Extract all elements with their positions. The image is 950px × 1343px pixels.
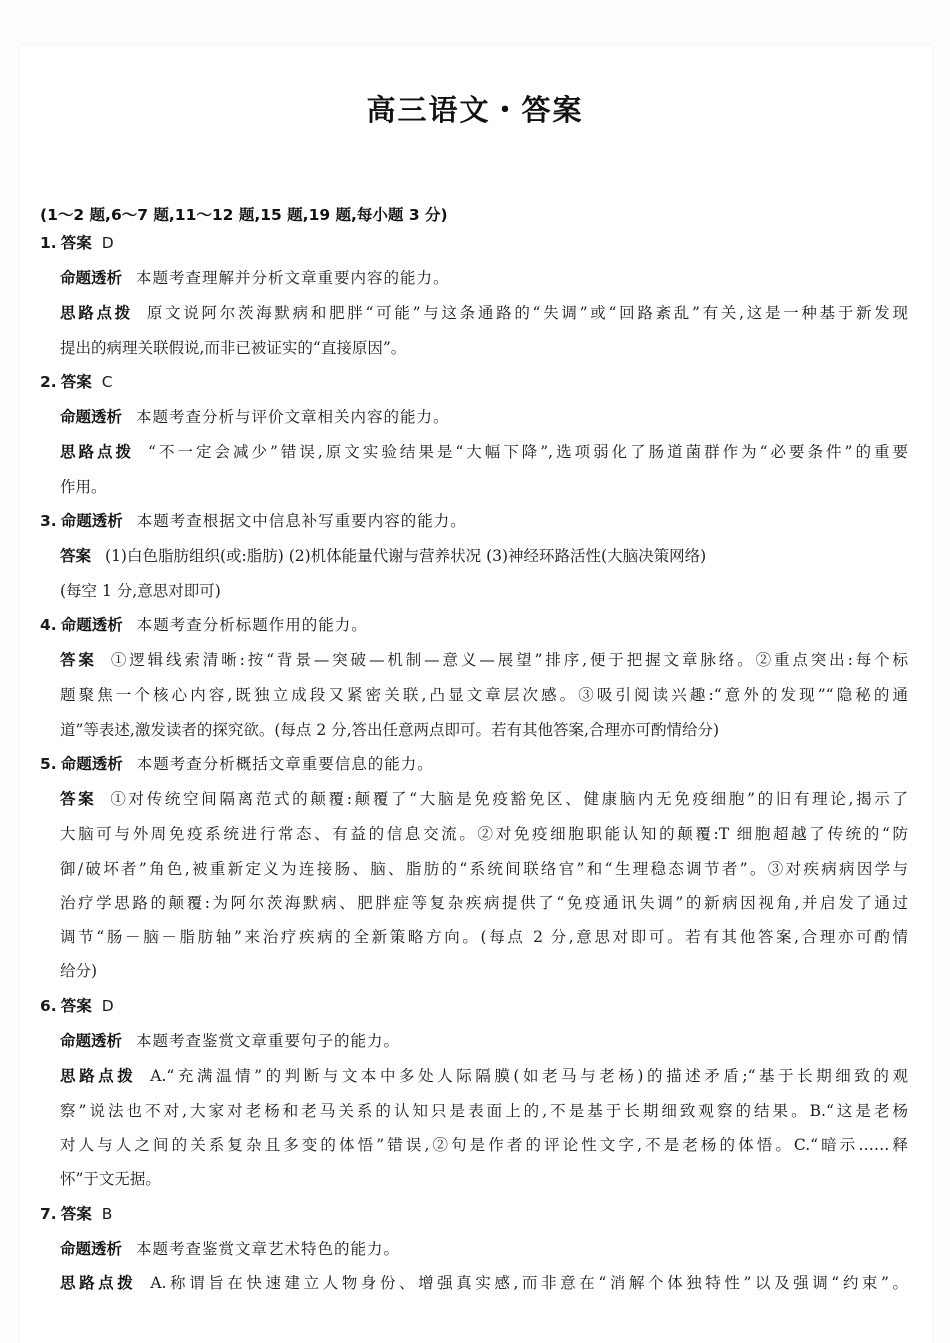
q5-number: 5. xyxy=(40,755,57,773)
page-title: 高三语文・答案 xyxy=(366,93,584,127)
q7-analysis-label: 命题透析 xyxy=(60,1240,123,1258)
q3-answer-line-1 xyxy=(60,545,706,567)
q3-analysis-line xyxy=(40,510,467,532)
q5-answer-line-6: 给分) xyxy=(60,962,98,980)
q6-analysis-label: 命题透析 xyxy=(60,1032,123,1050)
q5-answer-label: 答案 xyxy=(60,790,97,808)
q4-number: 4. xyxy=(40,616,57,634)
q6-hint-line-3: 对人与人之间的关系复杂且多变的体悟”错误,②句是作者的评论性文字,不是老杨的体悟。C.“暗示……释 xyxy=(60,1136,908,1154)
q2-answer-line xyxy=(40,371,113,393)
q6-answer-line xyxy=(40,995,114,1017)
q5-answer-text-1: ①对传统空间隔离范式的颠覆:颠覆了“大脑是免疫豁免区、健康脑内无免疫细胞”的旧有理论,揭示了 xyxy=(110,790,908,808)
q4-answer-text-1: ①逻辑线索清晰:按“背景—突破—机制—意义—展望”排序,便于把握文章脉络。②重点突出:每个标 xyxy=(110,651,908,669)
q3-answer-line-2: (每空 1 分,意思对即可) xyxy=(60,582,221,600)
q6-hint-label: 思路点拨 xyxy=(60,1067,137,1085)
q7-answer-value: B xyxy=(101,1205,113,1223)
q7-analysis-text: 本题考查鉴赏文章艺术特色的能力。 xyxy=(136,1240,401,1258)
q1-hint-line-1 xyxy=(60,302,908,324)
q5-answer-line-4: 治疗学思路的颠覆:为阿尔茨海默病、肥胖症等复杂疾病提供了“免疫通讯失调”的新病因视角,并启发了通过 xyxy=(60,894,908,912)
q6-hint-text-1: A.“充满温情”的判断与文本中多处人际隔膜(如老马与老杨)的描述矛盾;“基于长期细致的观 xyxy=(150,1067,908,1085)
q1-analysis-label: 命题透析 xyxy=(60,269,123,287)
q2-hint-label: 思路点拨 xyxy=(60,443,135,461)
q5-analysis-text: 本题考查分析概括文章重要信息的能力。 xyxy=(136,755,434,773)
q2-analysis-text: 本题考查分析与评价文章相关内容的能力。 xyxy=(136,408,450,426)
q7-number: 7. xyxy=(40,1205,57,1223)
q2-hint-line-2: 作用。 xyxy=(60,478,107,496)
q4-analysis-text: 本题考查分析标题作用的能力。 xyxy=(136,616,368,634)
q3-number: 3. xyxy=(40,512,57,530)
q1-analysis-line xyxy=(60,267,450,289)
q2-answer-value: C xyxy=(101,373,113,391)
q2-number: 2. xyxy=(40,373,57,391)
q7-hint-line-1 xyxy=(60,1272,908,1294)
q1-analysis-text: 本题考查理解并分析文章重要内容的能力。 xyxy=(136,269,450,287)
q4-analysis-line xyxy=(40,614,368,636)
q3-answer-text-1: (1)白色脂肪组织(或:脂肪) (2)机体能量代谢与营养状况 (3)神经环路活性(大脑决策网络) xyxy=(105,547,707,565)
q2-analysis-label: 命题透析 xyxy=(60,408,123,426)
q5-answer-line-5: 调节“肠－脑－脂肪轴”来治疗疾病的全新策略方向。(每点 2 分,意思对即可。若有其他答案,合理亦可酌情 xyxy=(60,928,908,946)
q4-answer-line-3: 道”等表述,激发读者的探究欲。(每点 2 分,答出任意两点即可。若有其他答案,合理亦可酌情给分) xyxy=(60,721,720,739)
q3-answer-label: 答案 xyxy=(60,547,92,565)
q5-answer-line-2: 大脑可与外周免疫系统进行常态、有益的信息交流。②对免疫细胞职能认知的颠覆:T 细胞超越了传统的“防 xyxy=(60,825,908,843)
q5-analysis-line xyxy=(40,753,434,775)
q6-hint-line-2: 察”说法也不对,大家对老杨和老马关系的认知只是表面上的,不是基于长期细致观察的结果。B.“这是老杨 xyxy=(60,1102,908,1120)
q1-answer-label: 答案 xyxy=(60,234,92,252)
q1-answer-value: D xyxy=(101,234,114,252)
q5-analysis-label: 命题透析 xyxy=(60,755,123,773)
q7-answer-label: 答案 xyxy=(60,1205,92,1223)
q1-number: 1. xyxy=(40,234,57,252)
q2-hint-line-1 xyxy=(60,441,908,463)
q5-answer-line-1 xyxy=(60,788,908,810)
q2-hint-text-1: “不一定会减少”错误,原文实验结果是“大幅下降”,选项弱化了肠道菌群作为“必要条件”的重要 xyxy=(148,443,908,461)
q6-hint-line-4: 怀”于文无据。 xyxy=(60,1170,161,1188)
q6-answer-value: D xyxy=(101,997,114,1015)
q4-analysis-label: 命题透析 xyxy=(60,616,123,634)
q4-answer-label: 答案 xyxy=(60,651,97,669)
q7-answer-line xyxy=(40,1203,112,1225)
q4-answer-line-1 xyxy=(60,649,908,671)
q2-analysis-line xyxy=(60,406,450,428)
q2-answer-label: 答案 xyxy=(60,373,92,391)
score-note: (1～2 题,6～7 题,11～12 题,15 题,19 题,每小题 3 分) xyxy=(40,206,448,224)
q6-answer-label: 答案 xyxy=(60,997,92,1015)
q7-analysis-line xyxy=(60,1238,400,1260)
q1-hint-text-1: 原文说阿尔茨海默病和肥胖“可能”与这条通路的“失调”或“回路紊乱”有关,这是一种基于新发现 xyxy=(146,304,908,322)
q3-analysis-label: 命题透析 xyxy=(60,512,123,530)
q6-analysis-line xyxy=(60,1030,400,1052)
q7-hint-text-1: A.称谓旨在快速建立人物身份、增强真实感,而非意在“消解个体独特性”以及强调“约束”。 xyxy=(150,1274,908,1292)
q1-hint-line-2: 提出的病理关联假说,而非已被证实的“直接原因”。 xyxy=(60,339,407,357)
q7-hint-label: 思路点拨 xyxy=(60,1274,137,1292)
q4-answer-line-2: 题聚焦一个核心内容,既独立成段又紧密关联,凸显文章层次感。③吸引阅读兴趣:“意外的发现”“隐秘的通 xyxy=(60,686,908,704)
q3-analysis-text: 本题考查根据文中信息补写重要内容的能力。 xyxy=(136,512,467,530)
q6-analysis-text: 本题考查鉴赏文章重要句子的能力。 xyxy=(136,1032,401,1050)
q1-hint-label: 思路点拨 xyxy=(60,304,133,322)
q5-answer-line-3: 御/破坏者”角色,被重新定义为连接肠、脑、脂肪的“系统间联络官”和“生理稳态调节者”。③对疾病病因学与 xyxy=(60,860,908,878)
q6-hint-line-1 xyxy=(60,1065,908,1087)
q6-number: 6. xyxy=(40,997,57,1015)
q1-answer-line xyxy=(40,232,114,254)
